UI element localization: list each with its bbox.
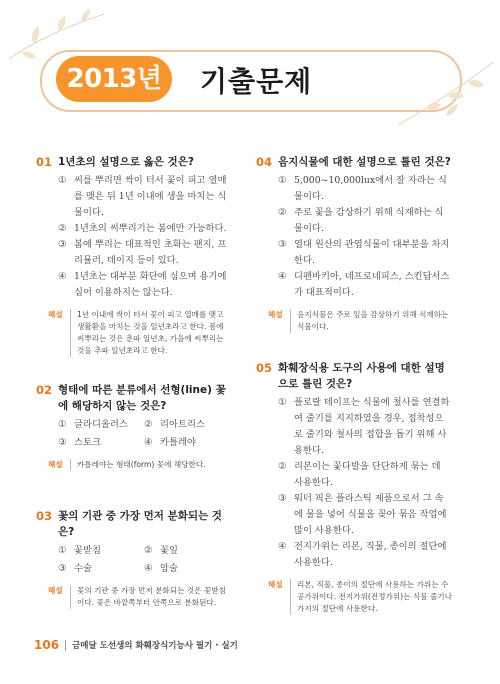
explanation	[268, 309, 452, 333]
question-number: 05	[256, 361, 273, 375]
option-2: ② 1년초의 씨뿌리기는 봄에만 가능하다.	[58, 223, 227, 234]
option-4: ④ 1년초는 대부분 화단에 심으며 용기에 심어 이용하지는 않는다.	[58, 271, 227, 298]
exam-year-badge: 2013년	[56, 56, 172, 102]
explanation-text: 음지식물은 주로 잎을 감상하기 위해 식재하는 식물이다.	[290, 309, 452, 333]
explanation-label: 해설	[48, 310, 63, 319]
explanation	[268, 579, 452, 615]
explanation-text: 1년 이내에 싹이 터서 꽃이 피고 열매를 맺고 생활환을 마치는 것을 일년초라고 한다. 봄에 씨뿌리는 것은 춘파 일년초, 가을에 씨뿌리는 것을 추파 일년초라고 한다.	[70, 309, 232, 357]
option-3: ③ 열대 원산의 관엽식물이 대부분을 차지한다.	[278, 239, 450, 266]
option-3: ③ 수술	[58, 563, 92, 574]
explanation-text: 카틀레야는 형태(form) 꽃에 해당한다.	[70, 459, 206, 471]
question-text: 꽃의 기관 중 가장 먼저 분화되는 것은?	[58, 510, 222, 538]
question-number: 04	[256, 155, 273, 169]
option-2: ② 꽃잎	[144, 545, 178, 556]
question-03	[36, 508, 232, 609]
explanation-text: 꽃의 기관 중 가장 먼저 분화되는 것은 꽃받침이다. 꽃은 바깥쪽부터 안쪽으로 분화된다.	[70, 585, 232, 609]
explanation-label: 해설	[48, 586, 63, 595]
question-number: 03	[36, 509, 53, 523]
leaf-decoration-left-icon	[4, 4, 114, 64]
question-number: 02	[36, 383, 53, 397]
explanation	[48, 309, 232, 357]
question-01	[36, 154, 232, 357]
question-text: 화훼장식용 도구의 사용에 대한 설명으로 틀린 것은?	[278, 362, 445, 390]
option-3: ③ 봄에 뿌리는 대표적인 초화는 팬지, 프리뮬러, 데이지 등이 있다.	[58, 239, 227, 266]
explanation-label: 해설	[268, 310, 283, 319]
page-footer	[34, 638, 238, 652]
option-3: ③ 워터 픽은 플라스틱 제품으로서 그 속에 물을 넣어 식물을 꽂아 묶음 작업에 많이 사용한다.	[278, 493, 447, 536]
option-4: ④ 카틀레야	[144, 437, 196, 448]
explanation-text: 리본, 직물, 종이의 절단에 사용하는 가위는 수공가위이다. 전지가위(전정가위)는 식물 줄기나 가지의 절단에 사용한다.	[290, 579, 452, 615]
question-04	[256, 154, 452, 333]
option-2: ② 리본이는 꽃다발을 단단하게 묶는 데 사용한다.	[278, 461, 441, 488]
option-1: ① 플로랄 테이프는 식물에 철사를 연결하여 줄기를 지지하였을 경우, 접착성으로 줄기와 철사의 접합을 돕기 위해 사용한다.	[278, 397, 450, 456]
leaf-decoration-right-icon	[388, 60, 498, 130]
option-1: ① 꽃받침	[58, 545, 101, 556]
option-4: ④ 암술	[144, 563, 178, 574]
explanation-label: 해설	[48, 460, 63, 469]
question-text: 1년초의 설명으로 옳은 것은?	[58, 156, 194, 168]
explanation-label: 해설	[268, 580, 283, 589]
question-number: 01	[36, 155, 53, 169]
question-text: 형태에 따른 분류에서 선형(line) 꽃에 해당하지 않는 것은?	[58, 384, 226, 412]
question-02	[36, 382, 232, 471]
book-title: 금메달 도선생의 화훼장식기능사 필기 · 실기	[72, 641, 238, 651]
option-3: ③ 스토크	[58, 437, 101, 448]
explanation	[48, 585, 232, 609]
option-1: ① 씨를 뿌리면 싹이 터서 꽃이 피고 열매를 맺은 뒤 1년 이내에 생을 마치는 식물이다.	[58, 175, 227, 218]
footer-divider	[65, 640, 66, 651]
explanation	[48, 459, 232, 471]
page-number: 106	[34, 638, 60, 652]
question-text: 음지식물에 대한 설명으로 틀린 것은?	[278, 156, 451, 168]
option-1: ① 5,000~10,000lux에서 잘 자라는 식물이다.	[278, 175, 447, 202]
option-4: ④ 디펜바키아, 네프로네피스, 스킨답서스가 대표적이다.	[278, 271, 450, 298]
option-4: ④ 전지가위는 리본, 직물, 종이의 절단에 사용한다.	[278, 541, 447, 568]
option-2: ② 리아트리스	[144, 419, 205, 430]
question-05	[256, 360, 452, 615]
option-1: ① 글라디올러스	[58, 419, 128, 430]
page-title: 기출문제	[200, 65, 313, 98]
option-2: ② 주로 꽃을 감상하기 위해 식재하는 식물이다.	[278, 207, 444, 234]
